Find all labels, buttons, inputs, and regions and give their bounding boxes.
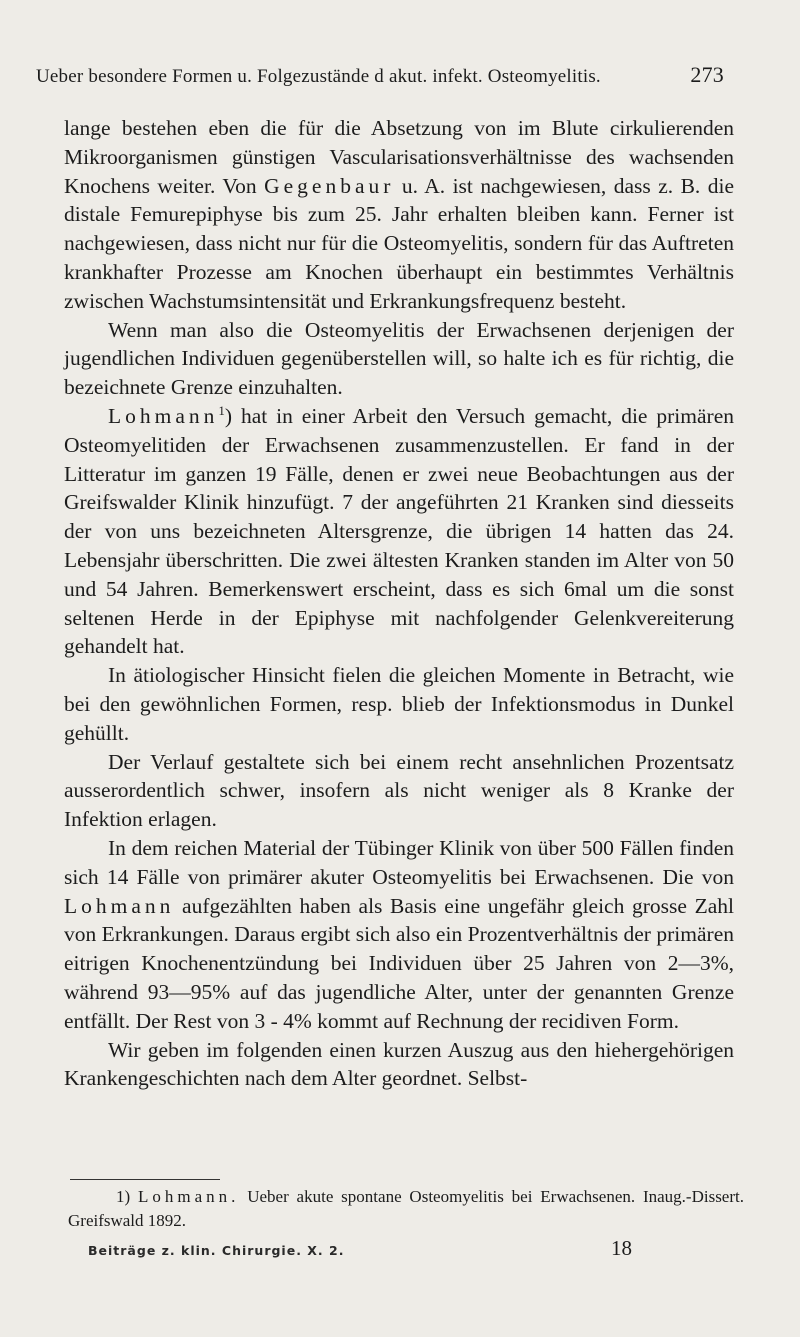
- text-span: aufgezählten haben als Basis eine ungefähr gleich grosse Zahl von Erkrankungen. Daraus ergibt sich also ein Prozentverhältnis der primären eitrigen Knochenentzündung bei Individuen über 25 Jahren von 2—3%, während 93—95% auf das jugendliche Alter, unter der genannten Grenze entfällt. Der Rest von 3 - 4% kommt auf Rechnung der recidiven Form.: [64, 893, 734, 1033]
- paragraph-6: [64, 834, 734, 1036]
- paragraph-2: Wenn man also die Osteomyelitis der Erwachsenen derjenigen der jugendlichen Individuen gegenüberstellen will, so halte ich es für richtig, die bezeichnete Grenze einzuhalten.: [64, 317, 734, 400]
- running-header: [36, 62, 724, 88]
- footnote-divider: [70, 1179, 220, 1180]
- running-title: Ueber besondere Formen u. Folgezustände d akut. infekt. Osteomyelitis.: [36, 66, 601, 87]
- paragraph-3: [64, 402, 734, 661]
- page-footer: [88, 1236, 632, 1261]
- signature-mark: 18: [611, 1236, 632, 1260]
- text-span: u. A. ist nachgewiesen, dass z. B. die distale Femurepiphyse bis zum 25. Jahr erhalten bleiben kann. Ferner ist nachgewiesen, dass nicht nur für die Osteomyelitis, sondern für das Auftreten krankhafter Prozesse am Knochen überhaupt ein bestimmtes Verhältnis zwischen Wachstumsintensität und Erkrankungsfrequenz besteht.: [64, 173, 734, 313]
- text-span: lange bestehen eben die für die Absetzung von im Blute cirkulierenden Mikroorganismen günstigen Vascularisationsverhältnisse des wachsenden Knochens weiter. Von: [64, 116, 734, 198]
- paragraph-1: [64, 114, 734, 316]
- paragraph-7: Wir geben im folgenden einen kurzen Auszug aus den hiehergehörigen Krankengeschichten nach dem Alter geordnet. Selbst-: [64, 1037, 734, 1091]
- text-span: ) hat in einer Arbeit den Versuch gemacht, die primären Osteomyelitiden der Erwachsenen zusammenzustellen. Er fand in der Litteratur im ganzen 19 Fälle, denen er zwei neue Beobachtungen aus der Greifswalder Klinik hinzufügt. 7 der angeführten 21 Kranken sind diesseits der von uns bezeichneten Altersgrenze, die übrigen 14 hatten das 24. Lebensjahr überschritten. Die zwei ältesten Kranken standen im Alter von 50 und 54 Jahren. Bemerkenswert erscheint, dass es sich 6mal um die sonst seltenen Herde in der Epiphyse mit nachfolgender Gelenkvereiterung gehandelt hat.: [64, 403, 734, 659]
- page-number: 273: [690, 62, 724, 87]
- author-name-lohmann: Lohmann: [108, 403, 219, 428]
- paragraph-4: In ätiologischer Hinsicht fielen die gleichen Momente in Betracht, wie bei den gewöhnlichen Formen, resp. blieb der Infektionsmodus in Dunkel gehüllt.: [64, 663, 734, 745]
- footnote-reference: 1: [218, 402, 225, 418]
- footnote-citation: Ueber akute spontane Osteomyelitis bei Erwachsenen. Inaug.-Dissert. Greifswald 1892.: [68, 1187, 744, 1230]
- text-span: In dem reichen Material der Tübinger Klinik von über 500 Fällen finden sich 14 Fälle von primärer akuter Osteomyelitis bei Erwachsenen. Die von: [64, 835, 734, 889]
- footnote: [68, 1185, 744, 1233]
- series-title: Beiträge z. klin. Chirurgie. X. 2.: [88, 1243, 345, 1258]
- body-text: [64, 114, 734, 1093]
- footnote-text: [68, 1185, 744, 1233]
- author-name-lohmann: Lohmann: [64, 893, 175, 918]
- paragraph-5: Der Verlauf gestaltete sich bei einem recht ansehnlichen Prozentsatz ausserordentlich schwer, insofern als nicht weniger als 8 Kranke der Infektion erlagen.: [64, 749, 734, 832]
- footnote-author: Lohmann.: [137, 1187, 240, 1206]
- author-name-gegenbaur: Gegenbaur: [264, 173, 395, 198]
- footnote-marker: 1): [116, 1187, 138, 1206]
